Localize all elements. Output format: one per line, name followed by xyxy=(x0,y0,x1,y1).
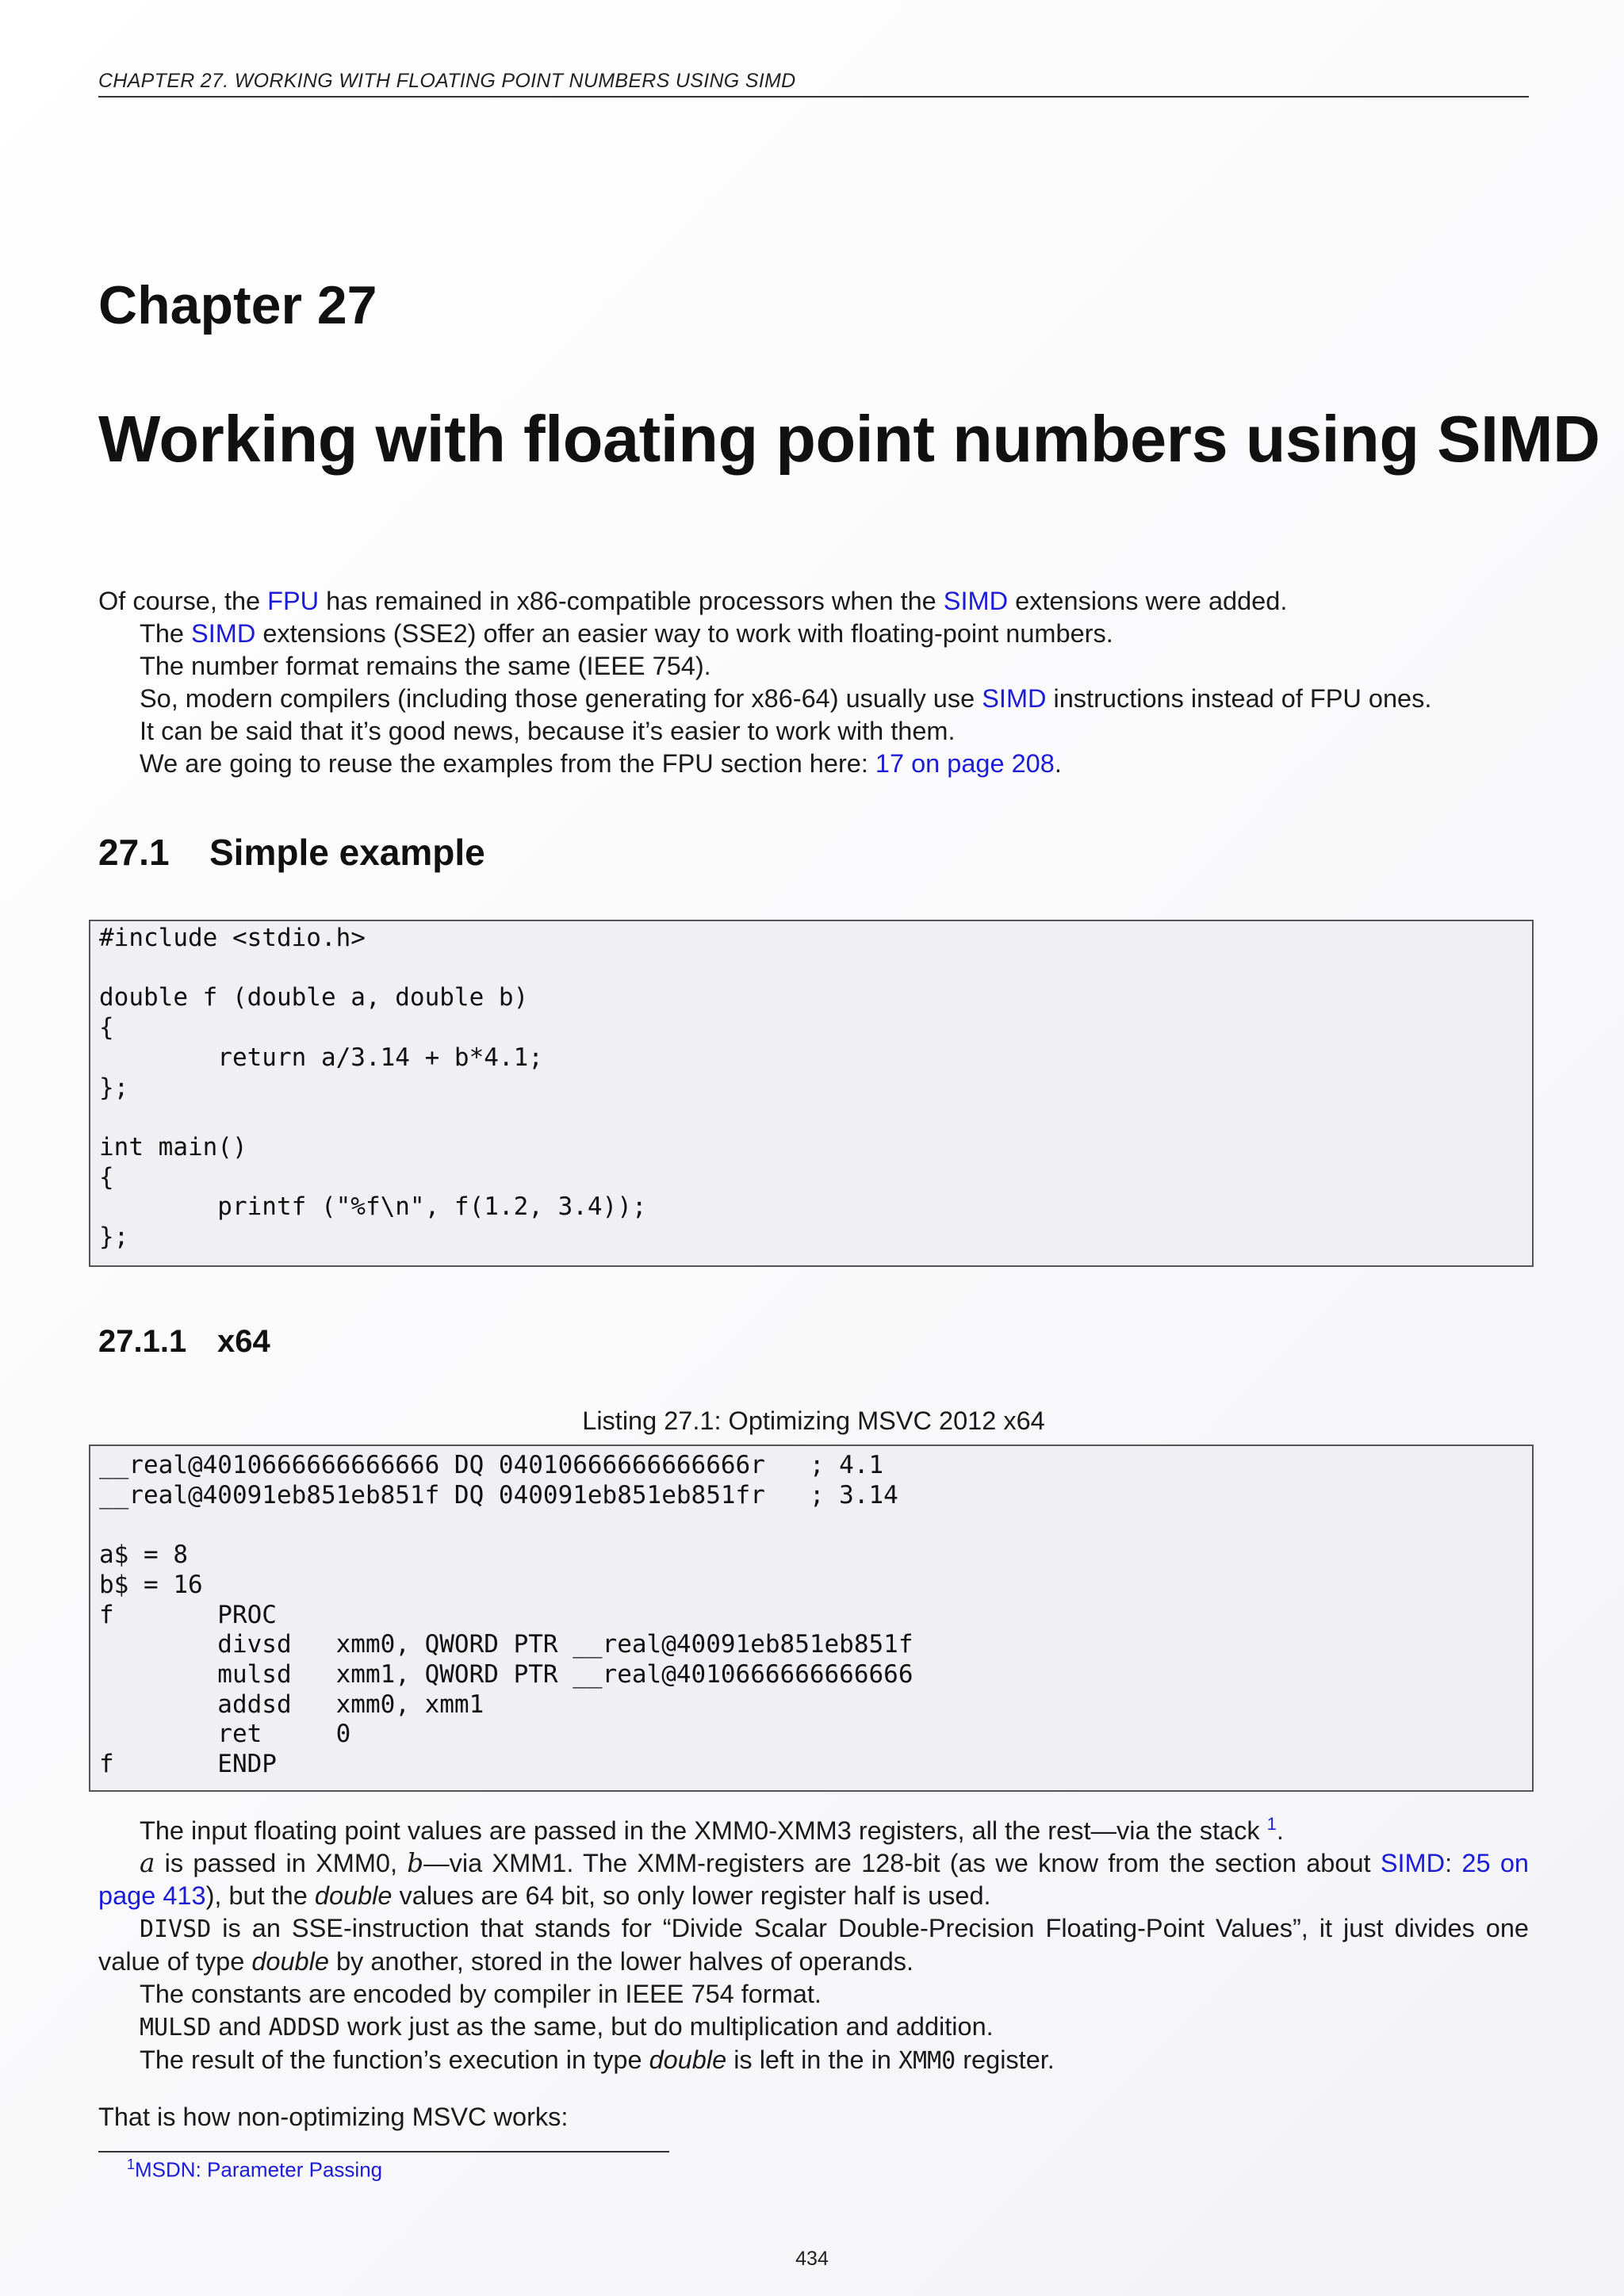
simd-glossary-link[interactable]: SIMD xyxy=(1380,1848,1446,1877)
var-a: a xyxy=(140,1847,155,1878)
subsection-heading xyxy=(98,1324,270,1360)
subsection-number: 27.1.1 xyxy=(98,1324,187,1359)
fpu-section-link[interactable]: 17 on page 208 xyxy=(875,749,1055,778)
simd-glossary-link[interactable]: SIMD xyxy=(191,619,256,648)
chapter-title: Working with floating point numbers using SIMD xyxy=(98,402,1600,476)
simd-glossary-link[interactable]: SIMD xyxy=(982,684,1047,713)
footnote-ref[interactable]: 1 xyxy=(1266,1814,1277,1834)
c-source-listing xyxy=(89,920,1534,1267)
running-head: CHAPTER 27. WORKING WITH FLOATING POINT NUMBERS USING SIMD xyxy=(98,70,1529,98)
subsection-title: x64 xyxy=(217,1324,270,1359)
footnote-mark: 1 xyxy=(127,2156,136,2172)
intro-p4: So, modern compilers (including those generating for x86-64) usually use SIMD instructions instead of FPU ones. xyxy=(140,684,1432,713)
asm-listing xyxy=(89,1445,1534,1792)
explain-p6: The result of the function’s execution in type double is left in the in XMM0 register. xyxy=(140,2045,1055,2075)
explain-p1: The input floating point values are passed in the XMM0-XMM3 registers, all the rest—via the stack $^1$. xyxy=(140,1814,1284,1845)
listing-caption: Listing 27.1: Optimizing MSVC 2012 x64 xyxy=(582,1406,1045,1435)
section-number: 27.1 xyxy=(98,832,170,873)
intro-p1: Of course, the FPU has remained in x86-compatible processors when the SIMD extensions were added. xyxy=(98,587,1288,615)
chapter-label: Chapter 27 xyxy=(98,275,377,335)
c-source-code: #include <stdio.h> double f (double a, double b) { return a/3.14 + b*4.1; }; int main() { printf ("%f\n", f(1.2, 3.4)); }; xyxy=(99,924,647,1252)
explain-p5: MULSD and ADDSD work just as the same, but do multiplication and addition. xyxy=(140,2011,994,2042)
section-title: Simple example xyxy=(209,832,485,873)
intro-p5: It can be said that it’s good news, because it’s easier to work with them. xyxy=(140,717,956,745)
explain-p4: The constants are encoded by compiler in IEEE 754 format. xyxy=(140,1979,822,2008)
intro-paragraphs xyxy=(98,585,1529,780)
footnote-link[interactable]: MSDN: Parameter Passing xyxy=(135,2157,383,2182)
closing-line: That is how non-optimizing MSVC works: xyxy=(98,2103,569,2131)
simd-section-link[interactable]: 25 on page 413 xyxy=(98,1848,1529,1910)
asm-code: __real@4010666666666666 DQ 04010666666666666r ; 4.1 __real@40091eb851eb851f DQ 040091eb851eb851fr ; 3.14 a$ = 8 b$ = 16 f PROC divsd xmm0, QWORD PTR __real@40091eb851eb851f mulsd xmm1, QWORD PTR __real@4010666666666666 addsd xmm0, xmm1 ret 0 f ENDP xyxy=(99,1451,914,1779)
intro-p2: The SIMD extensions (SSE2) offer an easier way to work with floating-point numbers. xyxy=(140,619,1113,648)
explain-p2: a is passed in XMM0, b—via XMM1. The XMM-registers are 128-bit (as we know from the section about SIMD: 25 on page 413), but the double values are 64 bit, so only lower register half is used. xyxy=(98,1847,1529,1910)
footnote[interactable] xyxy=(127,2156,382,2183)
intro-p6: We are going to reuse the examples from the FPU section here: 17 on page 208. xyxy=(140,749,1062,778)
var-b: b xyxy=(407,1847,424,1878)
simd-glossary-link[interactable]: SIMD xyxy=(943,587,1009,615)
fpu-glossary-link[interactable]: FPU xyxy=(267,587,320,615)
footnote-rule xyxy=(98,2151,669,2152)
section-heading xyxy=(98,831,485,874)
explanation-paragraphs xyxy=(98,1808,1529,2077)
intro-p3: The number format remains the same (IEEE 754). xyxy=(140,652,711,680)
explain-p3: DIVSD is an SSE-instruction that stands for “Divide Scalar Double-Precision Floating-Point Values”, it just divides one value of type double by another, stored in the lower halves of operands. xyxy=(98,1913,1529,1976)
page-number: 434 xyxy=(795,2248,829,2270)
